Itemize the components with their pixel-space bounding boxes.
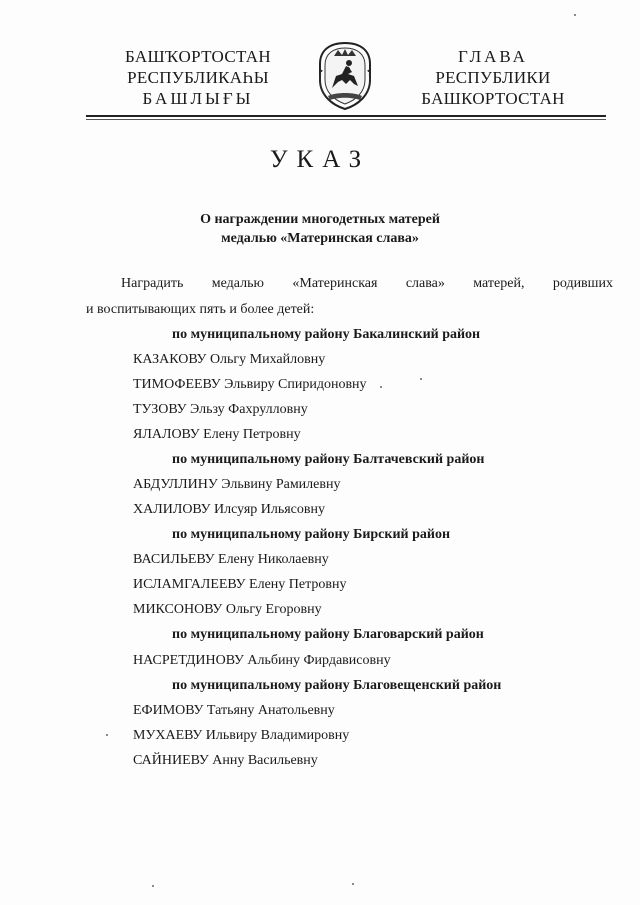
awardee-name: МИКСОНОВУ Ольгу Егоровну (133, 602, 322, 617)
district-heading: по муниципальному району Благовещенский район (172, 678, 502, 693)
awardee-name: ИСЛАМГАЛЕЕВУ Елену Петровну (133, 577, 347, 592)
scan-speck (152, 885, 154, 887)
header-left-line: БАШЛЫҒЫ (142, 89, 254, 108)
intro-line-1 (121, 276, 613, 292)
scan-speck (352, 883, 354, 885)
awardee-name: ВАСИЛЬЕВУ Елену Николаевну (133, 552, 329, 567)
scan-speck (574, 14, 576, 16)
awardee-name: ТУЗОВУ Эльзу Фахрулловну (133, 402, 308, 417)
awardee-name: КАЗАКОВУ Ольгу Михайловну (133, 352, 326, 367)
awardee-name: ХАЛИЛОВУ Илсуяр Ильясовну (133, 502, 326, 517)
scan-speck (380, 386, 382, 388)
document-title: УКАЗ (269, 146, 371, 173)
scan-speck (106, 734, 108, 736)
awardee-name: ТИМОФЕЕВУ Эльвиру Спиридоновну (133, 377, 367, 392)
header-divider (86, 115, 606, 117)
header-left-line: БАШҠОРТОСТАН (125, 47, 271, 66)
awardee-name: ЕФИМОВУ Татьяну Анатольевну (133, 703, 335, 718)
awardee-name: АБДУЛЛИНУ Эльвину Рамилевну (133, 477, 341, 492)
district-heading: по муниципальному району Бакалинский район (172, 327, 481, 342)
document-subject (0, 210, 640, 248)
header-right-block (413, 46, 573, 109)
bashkortostan-coat-of-arms-icon (312, 40, 378, 112)
subject-line: медалью «Материнская слава» (221, 231, 419, 246)
header-right-line: БАШКОРТОСТАН (421, 89, 565, 108)
header-divider-thin (86, 119, 606, 120)
intro-line-2: и воспитывающих пять и более детей: (86, 302, 315, 317)
intro-word: «Материнская (292, 276, 378, 291)
awardee-name: МУХАЕВУ Ильвиру Владимировну (133, 728, 350, 743)
header-left-line: РЕСПУБЛИКАҺЫ (127, 68, 269, 87)
subject-line: О награждении многодетных матерей (200, 212, 440, 227)
intro-word: родивших (552, 276, 613, 291)
intro-word: матерей, (473, 276, 525, 291)
intro-word: слава» (405, 276, 445, 291)
scan-speck (420, 378, 422, 380)
header-left-block (108, 46, 288, 109)
header-right-line: РЕСПУБЛИКИ (435, 68, 551, 87)
intro-word: медалью (211, 276, 264, 291)
header-right-line: ГЛАВА (458, 47, 528, 66)
district-heading: по муниципальному району Бирский район (172, 527, 451, 542)
awardee-name: ЯЛАЛОВУ Елену Петровну (133, 427, 301, 442)
awardee-name: НАСРЕТДИНОВУ Альбину Фирдависовну (133, 653, 391, 668)
district-heading: по муниципальному району Балтачевский район (172, 452, 485, 467)
intro-word: Наградить (121, 276, 184, 291)
district-heading: по муниципальному району Благоварский район (172, 627, 484, 642)
awardee-name: САЙНИЕВУ Анну Васильевну (133, 753, 318, 768)
